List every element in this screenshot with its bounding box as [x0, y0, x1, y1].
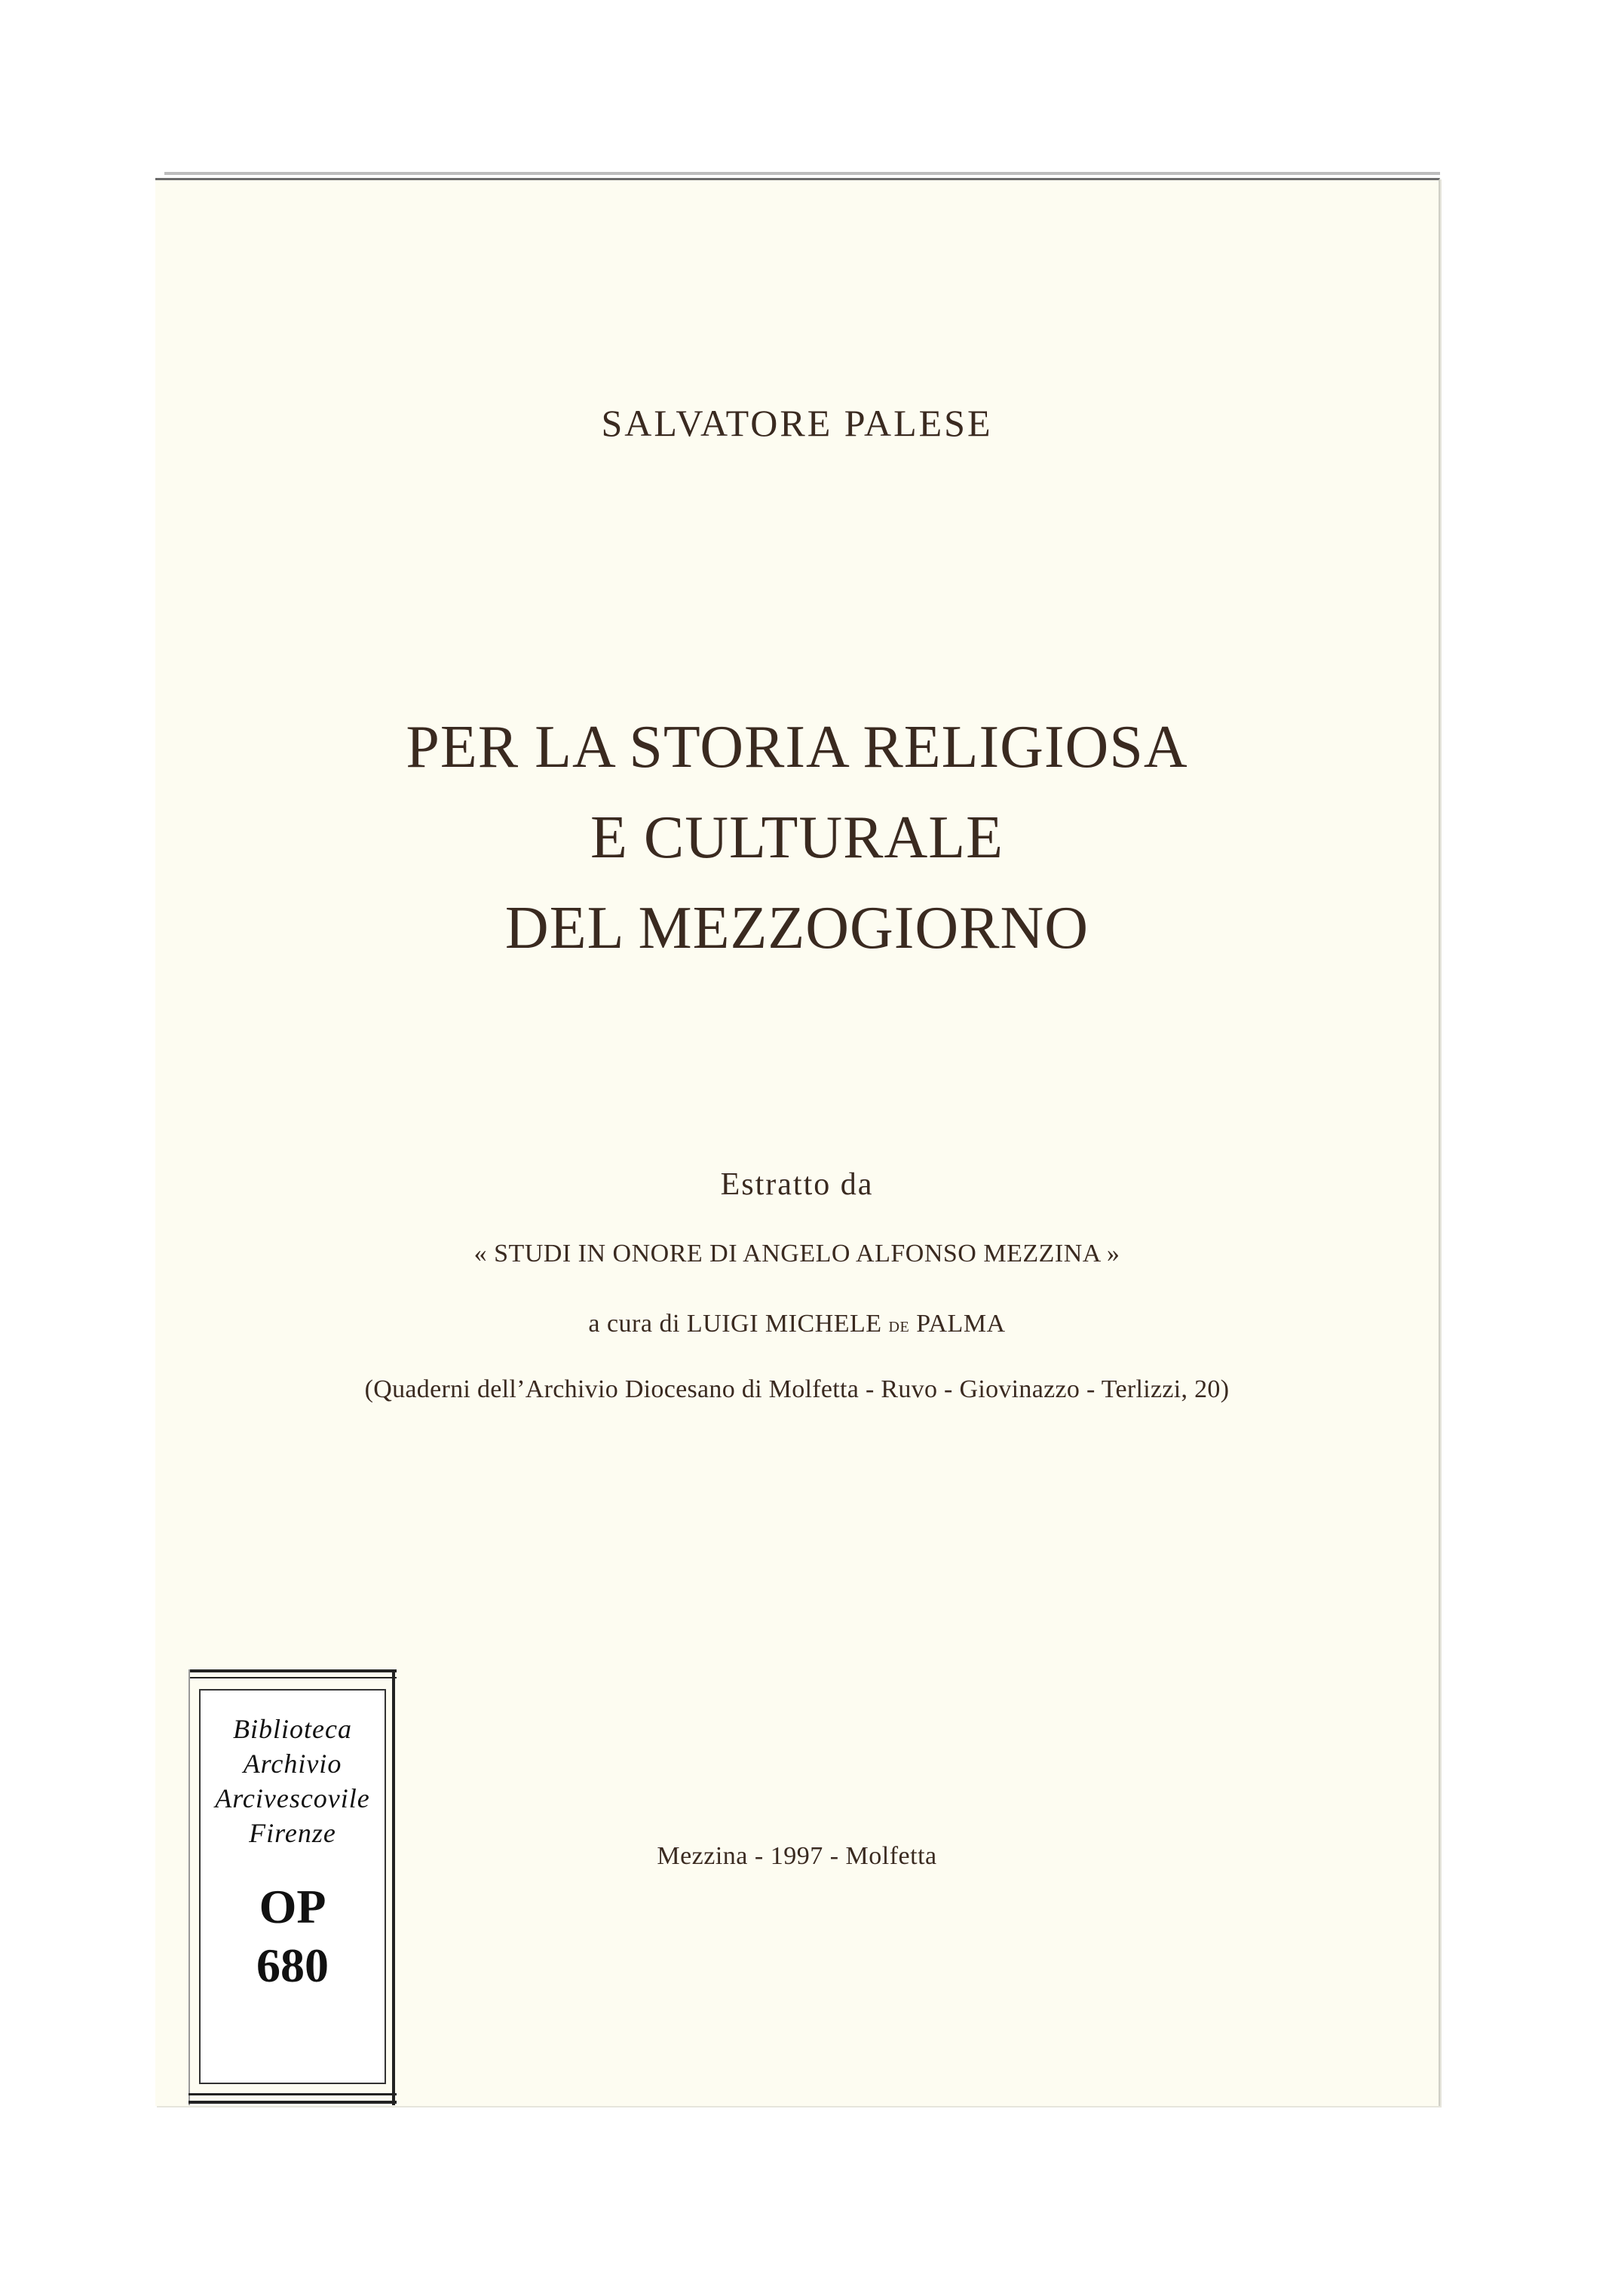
label-border-line: [392, 1669, 395, 2105]
library-name-line: Archivio: [243, 1749, 342, 1779]
library-shelf-label: [188, 1669, 397, 2105]
label-border-line: [188, 2101, 397, 2104]
library-name-line: Arcivescovile: [215, 1783, 370, 1813]
library-name-line: Biblioteca: [233, 1714, 352, 1744]
document-title: [155, 702, 1439, 973]
curator-particle: de: [888, 1314, 910, 1337]
label-body: [199, 1689, 386, 2084]
curator-prefix: a cura di LUIGI MICHELE: [588, 1310, 882, 1338]
cover-top-edge: [164, 172, 1440, 175]
title-line: E CULTURALE: [590, 805, 1004, 871]
library-name-line: Firenze: [249, 1818, 336, 1848]
extract-label: Estratto da: [720, 1167, 874, 1202]
imprint: Mezzina - 1997 - Molfetta: [657, 1842, 937, 1870]
label-border-line: [188, 1669, 397, 1672]
shelf-number: 680: [256, 1939, 329, 1992]
curator-line: [155, 1310, 1439, 1338]
series-note: (Quaderni dell’Archivio Diocesano di Molfetta - Ruvo - Giovinazzo - Terlizzi, 20): [364, 1375, 1230, 1403]
title-line: PER LA STORIA RELIGIOSA: [406, 714, 1188, 780]
title-line: DEL MEZZOGIORNO: [504, 895, 1089, 961]
shelf-code: OP: [259, 1880, 326, 1933]
label-border-line: [188, 1677, 397, 1678]
author-name: SALVATORE PALESE: [601, 402, 993, 444]
source-volume-title: « STUDI IN ONORE DI ANGELO ALFONSO MEZZINA »: [473, 1240, 1120, 1268]
curator-surname: PALMA: [916, 1310, 1006, 1338]
label-border-line: [188, 2093, 397, 2095]
label-border-line: [188, 1669, 190, 2105]
